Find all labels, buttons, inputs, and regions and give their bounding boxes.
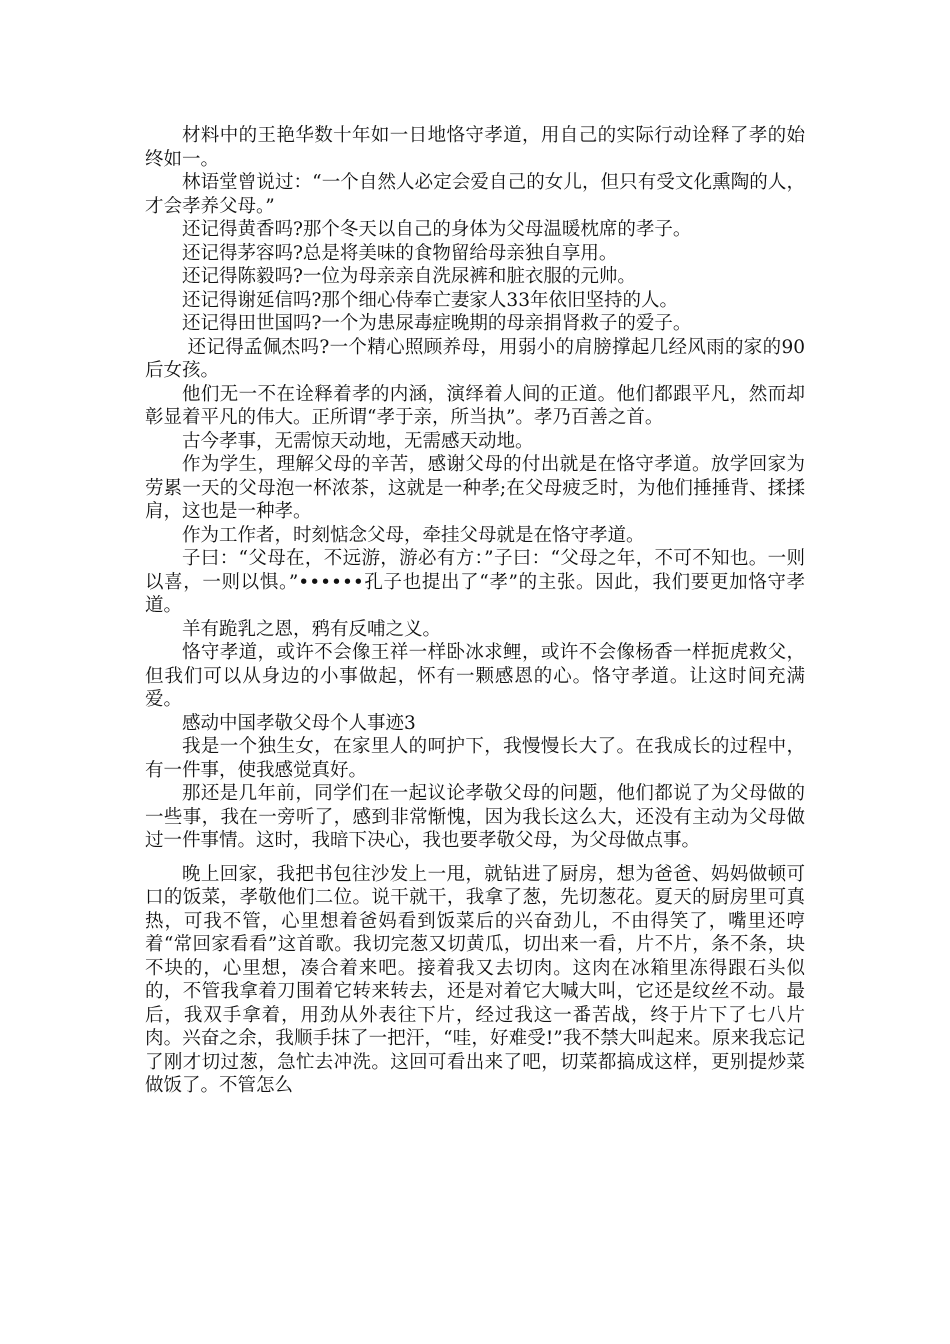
- paragraph: 作为工作者，时刻惦念父母，牵挂父母就是在恪守孝道。: [182, 524, 645, 546]
- paragraph: 羊有跪乳之恩，鸦有反哺之义。: [182, 618, 442, 640]
- paragraph: 还记得黄香吗?那个冬天以自己的身体为父母温暖枕席的孝子。: [182, 219, 692, 240]
- paragraph: 古今孝事，无需惊天动地，无需感天动地。: [182, 430, 534, 452]
- paragraph: 恪守孝道，或许不会像王祥一样卧冰求鲤，或许不会像杨香一样扼虎救父，但我们可以从身边的小事做起，怀有一颗感恩的心。恪守孝道。让这时间充满爱。: [145, 642, 805, 710]
- paragraph: 还记得孟佩杰吗?一个精心照顾养母，用弱小的肩膀撑起几经风雨的家的90后女孩。: [145, 336, 805, 381]
- paragraph: 那还是几年前，同学们在一起议论孝敬父母的问题，他们都说了为父母做的一些事，我在一旁听了，感到非常惭愧，因为我长这么大，还没有主动为父母做过一件事情。这时，我暗下决心，我也要孝敬父母，为父母做点事。: [145, 783, 805, 851]
- paragraph: 材料中的王艳华数十年如一日地恪守孝道，用自己的实际行动诠释了孝的始终如一。: [145, 125, 805, 170]
- paragraph: 还记得田世国吗?一个为患尿毒症晚期的母亲捐肾救子的爱子。: [182, 313, 692, 334]
- paragraph: 作为学生，理解父母的辛苦，感谢父母的付出就是在恪守孝道。放学回家为劳累一天的父母泡一杯浓茶，这就是一种孝;在父母疲乏时，为他们捶捶背、揉揉肩，这也是一种孝。: [145, 454, 805, 522]
- paragraph: 还记得陈毅吗?一位为母亲亲自洗尿裤和脏衣服的元帅。: [182, 266, 636, 287]
- paragraph: 子曰：“父母在，不远游，游必有方：”子曰：“父母之年，不可不知也。一则以喜，一则以惧。”••••••孔子也提出了“孝”的主张。因此，我们要更加恪守孝道。: [145, 548, 805, 616]
- paragraph: 晚上回家，我把书包往沙发上一甩，就钻进了厨房，想为爸爸、妈妈做顿可口的饭菜，孝敬他们二位。说干就干，我拿了葱，先切葱花。夏天的厨房里可真热，可我不管，心里想着爸妈看到饭菜后的兴奋劲儿，不由得笑了，嘴里还哼着“常回家看看”这首歌。我切完葱又切黄瓜，切出来一看，片不片，条不条，块不块的，心里想，凑合着来吧。接着我又去切肉。这肉在冰箱里冻得跟石头似的，不管我拿着刀围着它转来转去，还是对着它大喊大叫，它还是纹丝不动。最后，我双手拿着，用劲从外表往下片，经过我这一番苦战，终于片下了七八片肉。兴奋之余，我顺手抹了一把汗，“哇，好难受!”我不禁大叫起来。原来我忘记了刚才切过葱，急忙去冲洗。这回可看出来了吧，切菜都搞成这样，更别提炒菜做饭了。不管怎么: [145, 863, 805, 1096]
- paragraph: 我是一个独生女，在家里人的呵护下，我慢慢长大了。在我成长的过程中，有一件事，使我感觉真好。: [145, 736, 805, 781]
- paragraph: 还记得谢延信吗?那个细心侍奉亡妻家人33年依旧坚持的人。: [182, 289, 678, 311]
- paragraph: 还记得茅容吗?总是将美味的食物留给母亲独自享用。: [182, 242, 618, 264]
- document-body: [145, 124, 805, 1098]
- paragraph: 林语堂曾说过：“一个自然人必定会爱自己的女儿，但只有受文化熏陶的人，才会孝养父母。”: [145, 172, 805, 217]
- section-heading: 感动中国孝敬父母个人事迹3: [182, 712, 416, 734]
- paragraph: 他们无一不在诠释着孝的内涵，演绎着人间的正道。他们都跟平凡，然而却彰显着平凡的伟大。正所谓“孝于亲，所当执”。孝乃百善之首。: [145, 383, 805, 428]
